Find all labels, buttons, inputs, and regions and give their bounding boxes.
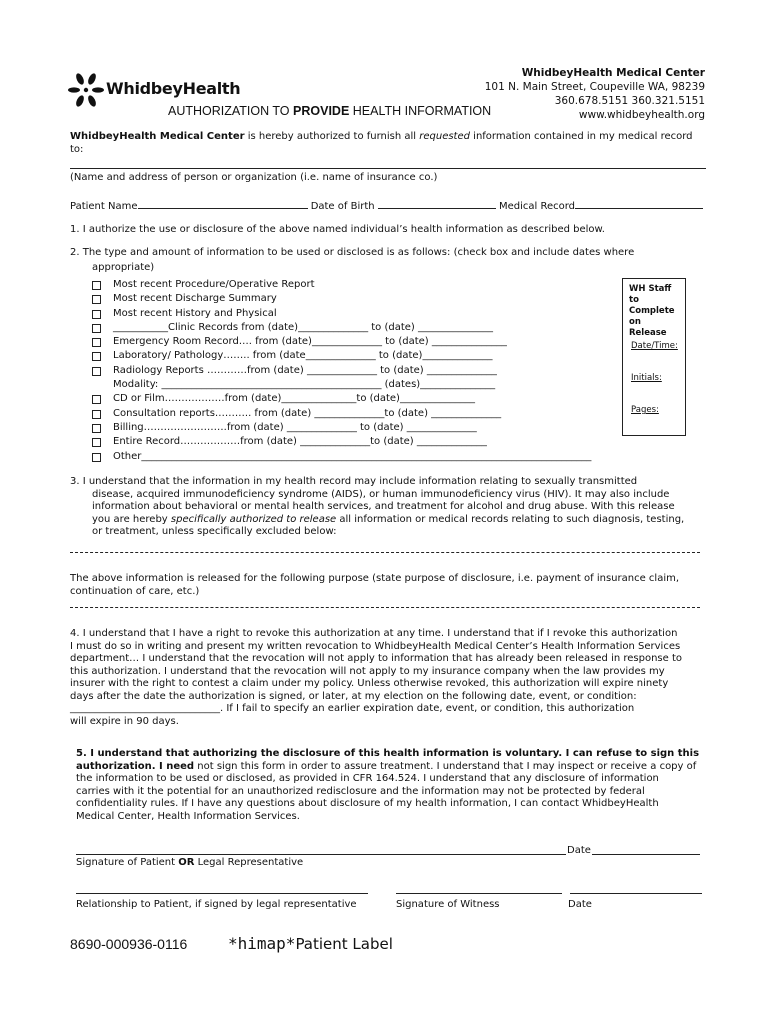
item-4: 4. I understand that I have a right to revoke this authorization at any time. I understand that if I revoke this authorization I must do so in writing and present my written revocation to WhidbeyHealth Medical Center’s Health Information Services department… I understand that the revocation will not apply to information that has already been released in response to this authorization. I understand that the revocation will not apply to my insurance company when the law provides my insurer with the right to contest a claim under my policy. Unless otherwise revoked, this authorization will expire ninety days after the date the authorization is signed, or later, at my election on the following date, event, or condition: ______________________________. If I fail to specify an earlier expiration date, event, or condition, this authorization will expire in 90 days. xyxy=(70,628,683,727)
checkbox[interactable] xyxy=(92,295,101,304)
date-label: Date xyxy=(567,845,591,856)
checkbox[interactable] xyxy=(92,438,101,447)
staff-release-box xyxy=(622,278,686,436)
exclusion-line[interactable] xyxy=(70,552,700,553)
relationship-label: Relationship to Patient, if signed by legal representative xyxy=(76,899,357,910)
checklist-item-history-physical[interactable]: Most recent History and Physical xyxy=(92,307,562,321)
checklist-item-consultation[interactable]: Consultation reports……….. from (date) ______________to (date) ______________ xyxy=(92,407,562,421)
checklist-item-clinic-records[interactable]: ___________Clinic Records from (date)______________ to (date) _______________ xyxy=(92,321,562,335)
patient-info-row xyxy=(70,199,710,212)
mrn-label: Medical Record xyxy=(498,201,576,212)
org-address-block xyxy=(485,66,705,122)
witness-date-field[interactable] xyxy=(570,883,702,894)
logo-mark-icon xyxy=(68,70,104,110)
checklist-item-laboratory[interactable]: Laboratory/ Pathology…….. from (date______________ to (date)______________ xyxy=(92,349,562,363)
org-name: WhidbeyHealth Medical Center xyxy=(521,67,705,79)
form-title: AUTHORIZATION TO PROVIDE HEALTH INFORMATION xyxy=(168,104,492,118)
patient-name-label: Patient Name xyxy=(70,201,138,212)
witness-date-label: Date xyxy=(568,899,592,910)
patient-signature-field[interactable] xyxy=(76,844,566,855)
item-5: 5. I understand that authorizing the disclosure of this health information is voluntary. I can refuse to sign this authorization. I need not sign this form in order to assure treatment. I understand that I may inspect or receive a copy of the information to be used or disclosed, as provided in CFR 164.524. I understand that any disclosure of information carries with it the potential for an unauthorized redisclosure and the information may not be protected by federal confidentiality rules. If I have any questions about disclosure of my health information, I can contact WhidbeyHealth Medical Center, Health Information Services. xyxy=(76,748,700,822)
item-3: 3. I understand that the information in my health record may include information relating to sexually transmitted disease, acquired immunodeficiency syndrome (AIDS), or human immunodeficiency virus (HIV). It may also include information about behavioral or mental health services, and treatment for alcohol and drug abuse. With this release you are hereby specifically authorized to release all information or medical records relating to such diagnosis, testing, or treatment, unless specifically excluded below: xyxy=(70,476,685,537)
checkbox[interactable] xyxy=(92,281,101,290)
signature-date-field[interactable] xyxy=(592,844,700,855)
staff-pages-label: Pages: xyxy=(631,405,659,415)
checklist-item-other[interactable]: Other__________________________________________________________________________________________ xyxy=(92,450,562,464)
disclosure-checklist xyxy=(92,278,592,464)
item-2-line-1: 2. The type and amount of information to be used or disclosed is as follows: (check box and include dates where xyxy=(70,247,635,258)
relationship-field[interactable] xyxy=(76,883,368,894)
mrn-field[interactable] xyxy=(575,199,703,209)
staff-box-heading: WH Staff to Complete on Release xyxy=(629,284,675,338)
checklist-modality-line[interactable]: Modality: ____________________________________________ (dates)_______________ xyxy=(113,379,496,391)
purpose-text: The above information is released for the following purpose (state purpose of disclosure, i.e. payment of insurance claim, continuation of care, etc.) xyxy=(70,573,680,597)
staff-datetime-label: Date/Time: xyxy=(631,341,678,351)
checklist-item-cd-film[interactable]: CD or Film………………from (date)_______________to (date)_______________ xyxy=(92,392,562,406)
name-address-label: (Name and address of person or organization (i.e. name of insurance co.) xyxy=(70,172,438,183)
logo-wordmark: WhidbeyHealth xyxy=(106,79,241,98)
checkbox[interactable] xyxy=(92,338,101,347)
intro-text: WhidbeyHealth Medical Center is hereby authorized to furnish all requested information contained in my medical record to: xyxy=(70,131,693,155)
checkbox[interactable] xyxy=(92,410,101,419)
staff-initials-label: Initials: xyxy=(631,373,662,383)
patient-name-field[interactable] xyxy=(138,199,308,209)
witness-signature-field[interactable] xyxy=(396,883,562,894)
checklist-item-entire-record[interactable]: Entire Record………………from (date) ______________to (date) ______________ xyxy=(92,435,562,449)
recipient-line[interactable] xyxy=(70,168,706,169)
form-number: 8690-000936-0116 xyxy=(70,936,188,952)
signature-label: Signature of Patient OR Legal Representative xyxy=(76,857,304,868)
checkbox[interactable] xyxy=(92,395,101,404)
item-2-line-2: appropriate) xyxy=(92,262,155,273)
checkbox[interactable] xyxy=(92,367,101,376)
purpose-line[interactable] xyxy=(70,607,700,608)
checkbox[interactable] xyxy=(92,352,101,361)
checklist-item-emergency-room[interactable]: Emergency Room Record…. from (date)______________ to (date) _______________ xyxy=(92,335,562,349)
witness-label: Signature of Witness xyxy=(396,899,500,910)
checklist-item-radiology[interactable]: Radiology Reports …………from (date) ______________ to (date) ______________ xyxy=(92,364,562,378)
checklist-item-discharge-summary[interactable]: Most recent Discharge Summary xyxy=(92,292,562,306)
patient-label-area: *himap*Patient Label xyxy=(228,934,393,953)
org-phones: 360.678.5151 360.321.5151 xyxy=(554,95,705,107)
checklist-item-operative-report[interactable]: Most recent Procedure/Operative Report xyxy=(92,278,562,292)
checkbox[interactable] xyxy=(92,424,101,433)
dob-label: Date of Birth xyxy=(310,201,375,212)
checkbox[interactable] xyxy=(92,310,101,319)
org-address: 101 N. Main Street, Coupeville WA, 98239 xyxy=(484,81,705,93)
checkbox[interactable] xyxy=(92,453,101,462)
checklist-item-billing[interactable]: Billing…………………….from (date) ______________ to (date) ______________ xyxy=(92,421,562,435)
org-website: www.whidbeyhealth.org xyxy=(578,109,705,121)
dob-field[interactable] xyxy=(378,199,496,209)
checkbox[interactable] xyxy=(92,324,101,333)
item-1: 1. I authorize the use or disclosure of the above named individual’s health information as described below. xyxy=(70,224,605,235)
